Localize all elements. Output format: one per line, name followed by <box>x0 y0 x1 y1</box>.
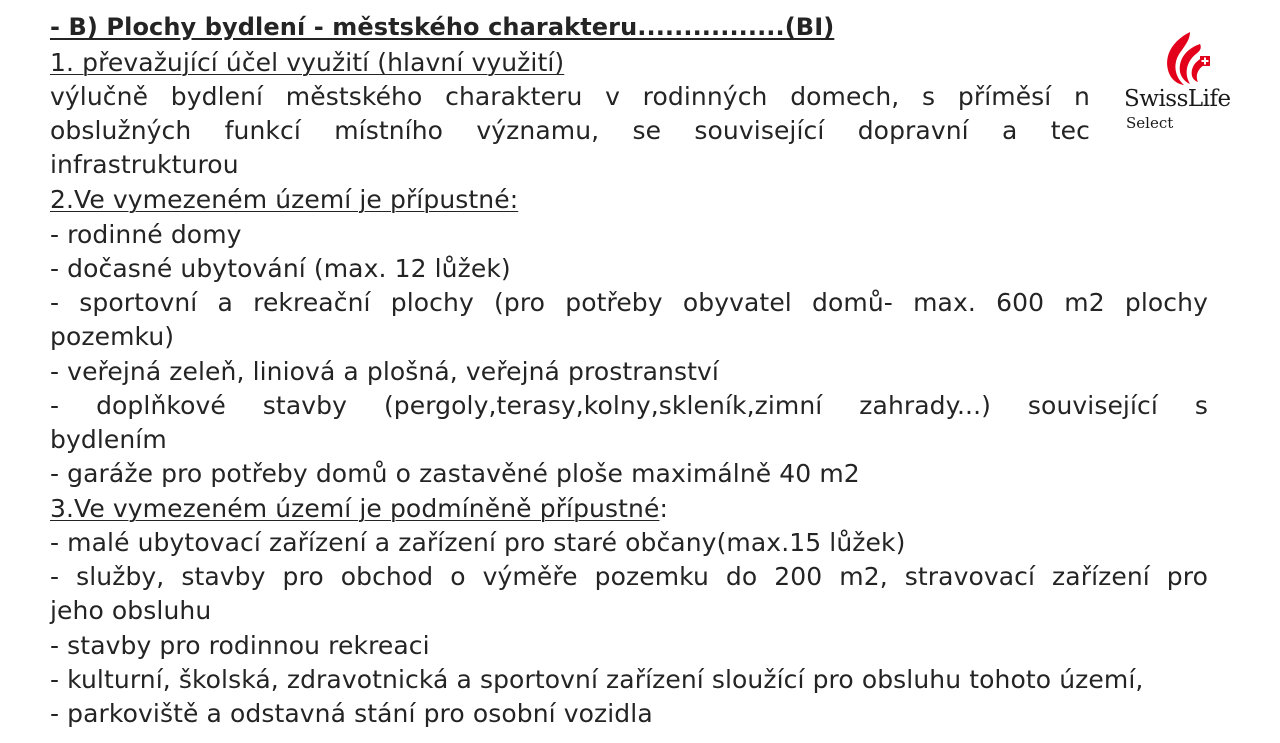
section1-heading: 1. převažující účel využití (hlavní využití) <box>50 48 565 77</box>
section2-item: - sportovní a rekreační plochy (pro potřeby obyvatel domů- max. 600 m2 plochy <box>50 288 1208 317</box>
section3-item-continuation: jeho obsluhu <box>50 596 212 625</box>
section1-line-3: infrastrukturou <box>50 150 239 179</box>
section1-line-2: obslužných funkcí místního významu, se související dopravní a tec <box>50 116 1090 145</box>
logo-subtitle: Select <box>1126 114 1174 132</box>
swisslife-logo <box>1124 30 1254 140</box>
section3-heading: 3.Ve vymezeném území je podmíněně přípustné <box>50 494 660 523</box>
section3-item: - služby, stavby pro obchod o výměře pozemku do 200 m2, stravovací zařízení pro <box>50 562 1208 591</box>
section2-item: - dočasné ubytování (max. 12 lůžek) <box>50 254 511 283</box>
section3-item: - kulturní, školská, zdravotnická a sportovní zařízení sloužící pro obsluhu tohoto území, <box>50 665 1144 694</box>
section2-item-continuation: bydlením <box>50 425 167 454</box>
section1-line-1: výlučně bydlení městského charakteru v rodinných domech, s příměsí n <box>50 82 1090 111</box>
swisslife-swoosh-icon <box>1160 30 1214 86</box>
section2-item: - veřejná zeleň, liniová a plošná, veřejná prostranství <box>50 357 719 386</box>
section2-item: - garáže pro potřeby domů o zastavěné ploše maximálně 40 m2 <box>50 459 860 488</box>
section2-item-continuation: pozemku) <box>50 322 175 351</box>
logo-wordmark: SwissLife <box>1124 86 1231 112</box>
section3-item: - parkoviště a odstavná stání pro osobní vozidla <box>50 699 653 728</box>
section3-item: - stavby pro rodinnou rekreaci <box>50 631 430 660</box>
section2-heading: 2.Ve vymezeném území je přípustné: <box>50 185 519 214</box>
section3-heading-colon: : <box>659 494 668 523</box>
section2-item: - rodinné domy <box>50 220 242 249</box>
section2-item: - doplňkové stavby (pergoly,terasy,kolny,skleník,zimní zahrady...) související s <box>50 391 1208 420</box>
section3-item: - malé ubytovací zařízení a zařízení pro staré občany(max.15 lůžek) <box>50 528 906 557</box>
document-title: - B) Plochy bydlení - městského charakteru................(BI) <box>50 13 835 41</box>
section3-heading-row <box>50 492 668 526</box>
